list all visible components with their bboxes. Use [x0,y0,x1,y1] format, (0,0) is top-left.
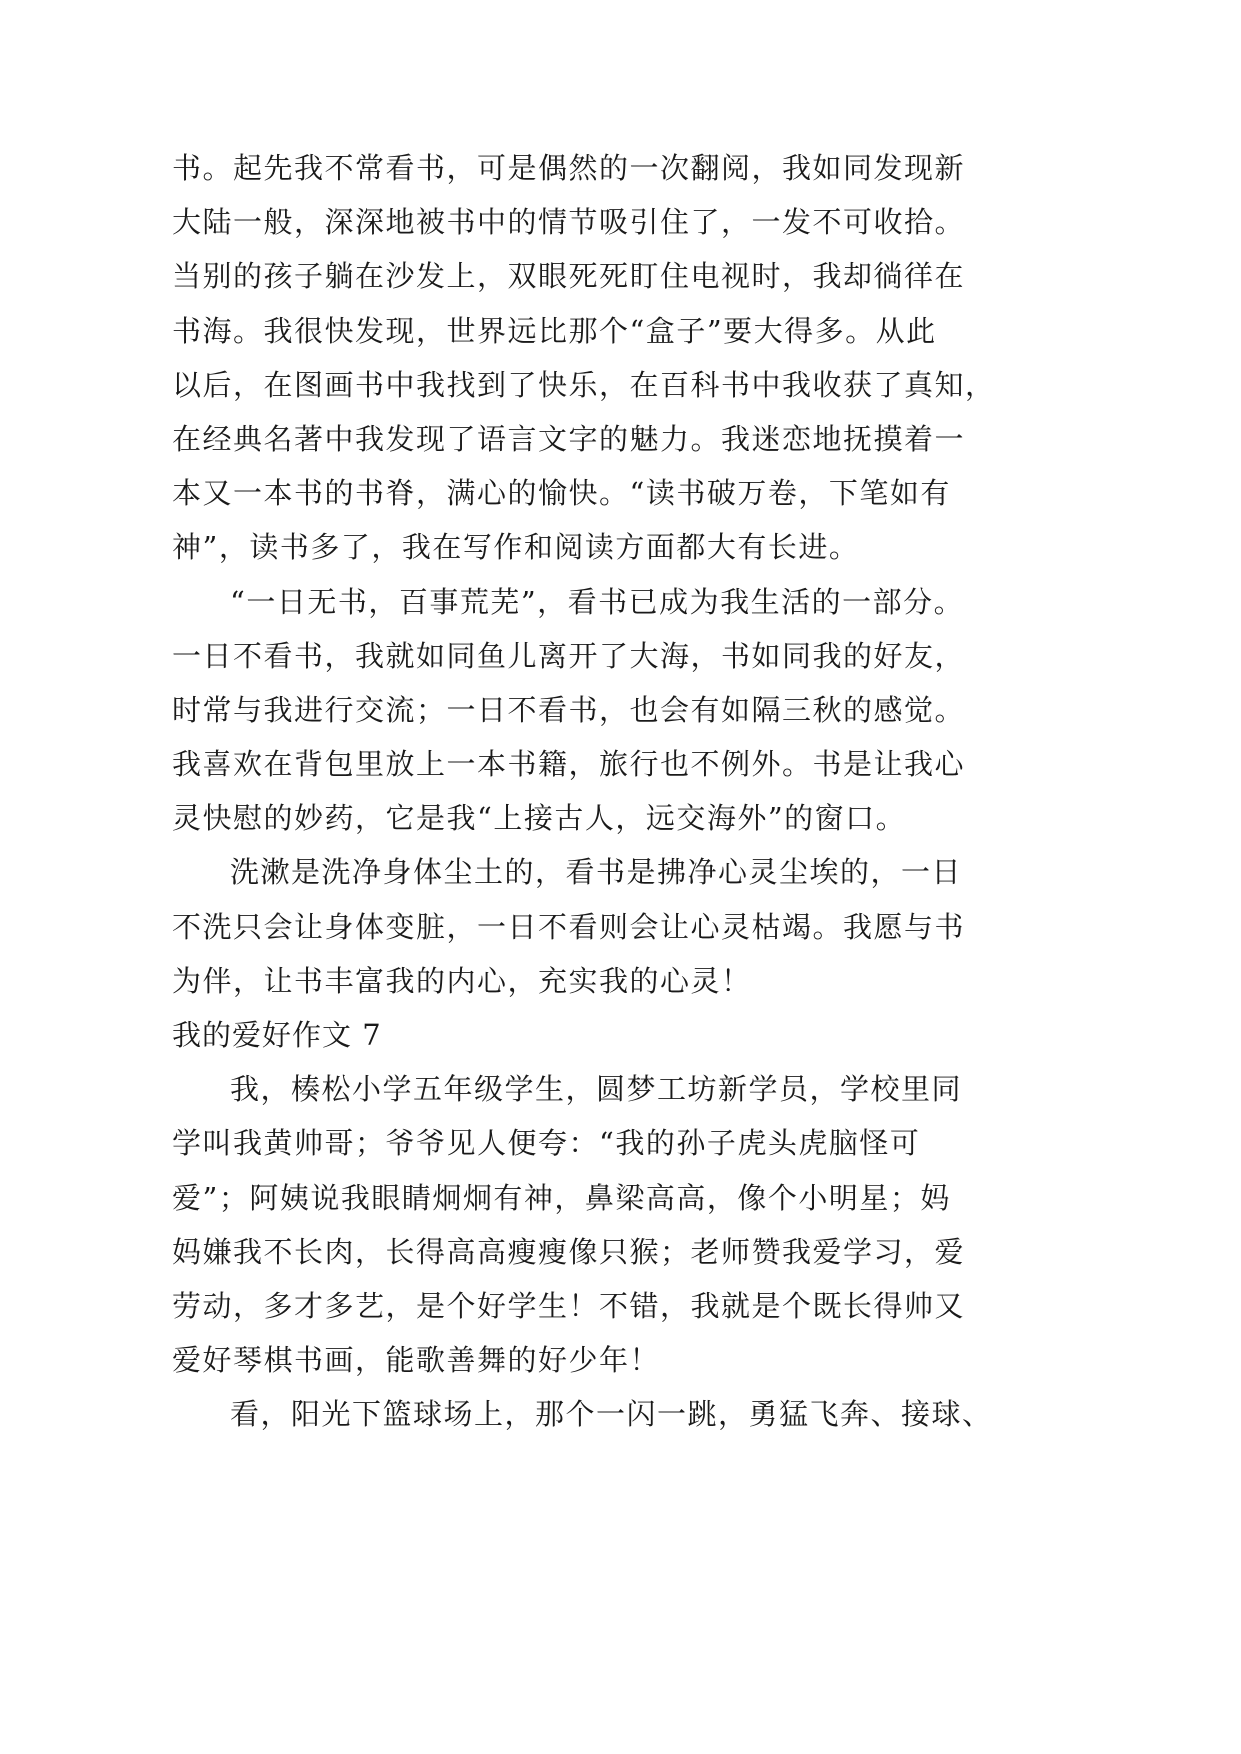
text-line: 劳动，多才多艺，是个好学生！不错，我就是个既长得帅又 [172,1288,966,1323]
text-line: 爱”；阿姨说我眼睛炯炯有神，鼻梁高高，像个小明星；妈 [172,1180,951,1215]
text-line: 为伴，让书丰富我的内心，充实我的心灵！ [172,963,752,998]
paragraph-first-line: “一日无书，百事荒芜”，看书已成为我生活的一部分。 [230,584,965,619]
text-line: 在经典名著中我发现了语言文字的魅力。我迷恋地抚摸着一 [172,421,966,456]
text-line: 爱好琴棋书画，能歌善舞的好少年！ [172,1343,661,1378]
text-line: 时常与我进行交流；一日不看书，也会有如隔三秋的感觉。 [172,692,966,727]
text-line: 灵快慰的妙药，它是我“上接古人，远交海外”的窗口。 [172,801,907,836]
text-line: 书海。我很快发现，世界远比那个“盒子”要大得多。从此 [172,313,937,348]
text-line: 我喜欢在背包里放上一本书籍，旅行也不例外。书是让我心 [172,747,966,782]
paragraph-first-line: 看，阳光下篮球场上，那个一闪一跳，勇猛飞奔、接球、 [230,1397,993,1432]
text-line: 一日不看书，我就如同鱼儿离开了大海，书如同我的好友， [172,638,966,673]
paragraph-first-line: 洗漱是洗净身体尘土的，看书是拂净心灵尘埃的，一日 [230,855,963,890]
essay-heading: 我的爱好作文 7 [172,1018,382,1052]
text-line: 妈嫌我不长肉，长得高高瘦瘦像只猴；老师赞我爱学习，爱 [172,1234,966,1269]
text-line: 大陆一般，深深地被书中的情节吸引住了，一发不可收拾。 [172,205,966,240]
text-line: 书。起先我不常看书，可是偶然的一次翻阅，我如同发现新 [172,151,966,185]
text-line: 神”，读书多了，我在写作和阅读方面都大有长进。 [172,530,860,565]
text-line: 以后，在图画书中我找到了快乐，在百科书中我收获了真知， [172,367,996,402]
text-line: 本又一本书的书脊，满心的愉快。“读书破万卷，下笔如有 [172,476,951,511]
essay-text [172,141,996,1442]
text-line: 学叫我黄帅哥；爷爷见人便夸：“我的孙子虎头虎脑怪可 [172,1126,921,1161]
text-line: 当别的孩子躺在沙发上，双眼死死盯住电视时，我却徜徉在 [172,259,966,294]
paragraph-first-line: 我，楱松小学五年级学生，圆梦工坊新学员，学校里同 [230,1072,963,1107]
text-line: 不洗只会让身体变脏，一日不看则会让心灵枯竭。我愿与书 [172,909,966,944]
